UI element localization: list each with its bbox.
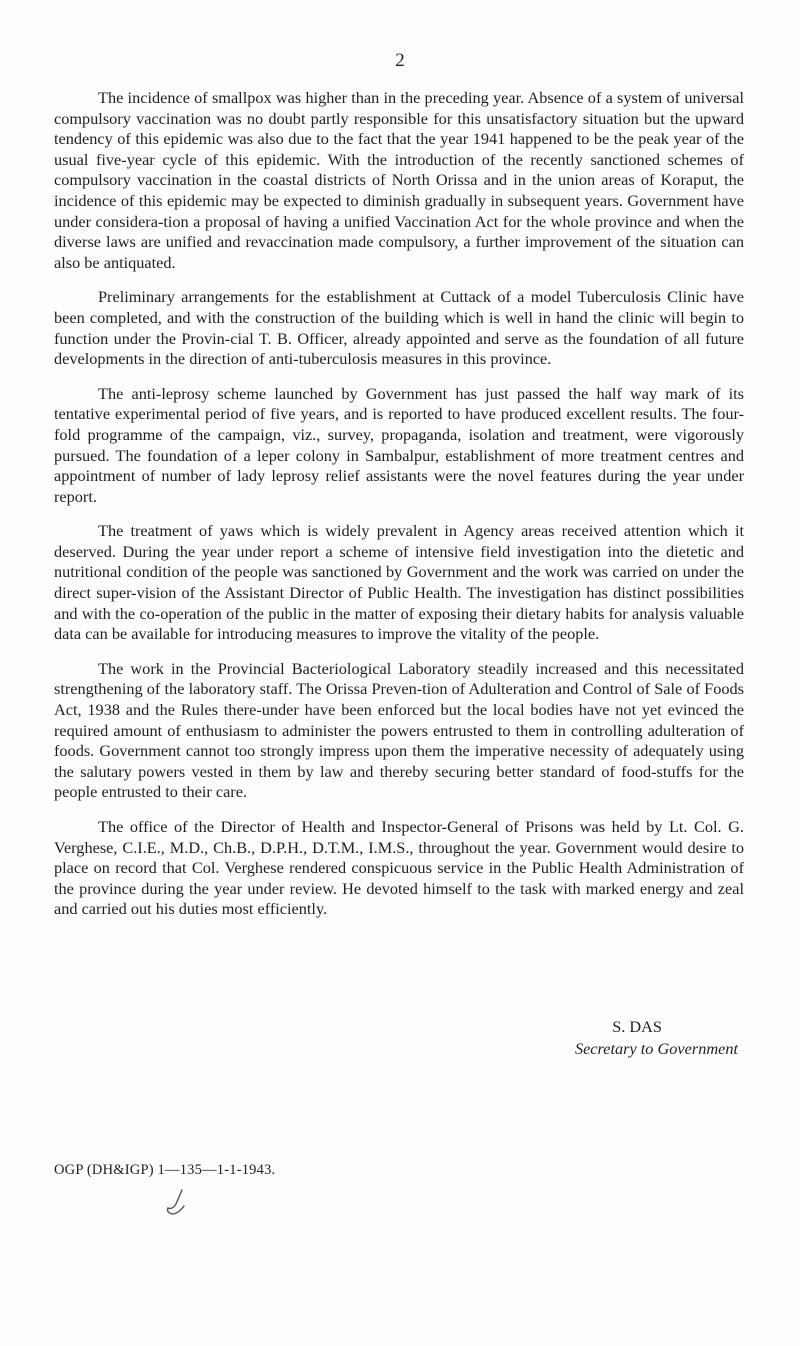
paragraph-director: The office of the Director of Health and Inspector-General of Prisons was held by Lt. Col. G. Verghese, C.I.E., M.D., Ch.B., D.P.H., D.T.M., I.M.S., throughout the year. Government would desire to place on record that Col. Verghese rendered conspicuous service in the Public Health Administration of the province during the year under review. He devoted himself to the task with marked energy and zeal and carried out his duties most efficiently.	[54, 817, 744, 919]
paragraph-laboratory: The work in the Provincial Bacteriological Laboratory steadily increased and this necessitated strengthening of the laboratory staff. The Orissa Preven-tion of Adulteration and Control of Sale of Foods Act, 1938 and the Rules there-under have been enforced but the local bodies have not yet evinced the required amount of enthusiasm to administer the powers entrusted to them in controlling adulteration of foods. Government cannot too strongly impress upon them the imperative necessity of adequately using the salutary powers vested in them by law and thereby securing better standard of food-stuffs for the people entrusted to their care.	[54, 658, 744, 802]
paragraph-tuberculosis: Preliminary arrangements for the establishment at Cuttack of a model Tuberculosis Clinic have been completed, and with the construction of the building which is well in hand the clinic will begin to function under the Provin-cial T. B. Officer, already appointed and serve as the foundation of all future developments in the direction of anti-tuberculosis measures in this province.	[54, 287, 744, 369]
signatory-title: Secretary to Government	[574, 1039, 738, 1058]
paragraph-yaws: The treatment of yaws which is widely prevalent in Agency areas received attention which it deserved. During the year under report a scheme of intensive field investigation into the dietetic and nutritional condition of the people was sanctioned by Government and the work was carried on under the direct super-vision of the Assistant Director of Public Health. The investigation has distinct possibilities and with the co-operation of the public in the matter of exposing their dietary habits for analysis valuable data can be available for introducing measures to improve the vitality of the people.	[54, 521, 744, 644]
page-number: 2	[395, 50, 405, 71]
paragraph-smallpox: The incidence of smallpox was higher than in the preceding year. Absence of a system of universal compulsory vaccination was no doubt partly responsible for this unsatisfactory situation but the upward tendency of this epidemic was also due to the fact that the year 1941 happened to be the peak year of the usual five-year cycle of this epidemic. With the introduction of the recently sanctioned schemes of compulsory vaccination in the coastal districts of North Orissa and in the union areas of Koraput, the incidence of this epidemic may be expected to diminish gradually in subsequent years. Government have under considera-tion a proposal of having a unified Vaccination Act for the whole province and when the diverse laws are unified and revaccination made compulsory, a further improvement of the situation can also be antiquated.	[54, 88, 744, 272]
printer-imprint: OGP (DH&IGP) 1—135—1-1-1943.	[54, 1162, 276, 1178]
report-body	[54, 88, 744, 934]
signature-block	[0, 1016, 738, 1060]
paragraph-leprosy: The anti-leprosy scheme launched by Government has just passed the half way mark of its tentative experimental period of five years, and is reported to have produced excellent results. The four-fold programme of the campaign, viz., survey, propaganda, isolation and treatment, were vigorously pursued. The foundation of a leper colony in Sambalpur, establishment of more treatment centres and appointment of number of lady leprosy relief assistants were the novel features during the year under report.	[54, 383, 744, 506]
handwritten-mark-icon	[162, 1188, 192, 1218]
signatory-name: S. DAS	[612, 1017, 662, 1036]
